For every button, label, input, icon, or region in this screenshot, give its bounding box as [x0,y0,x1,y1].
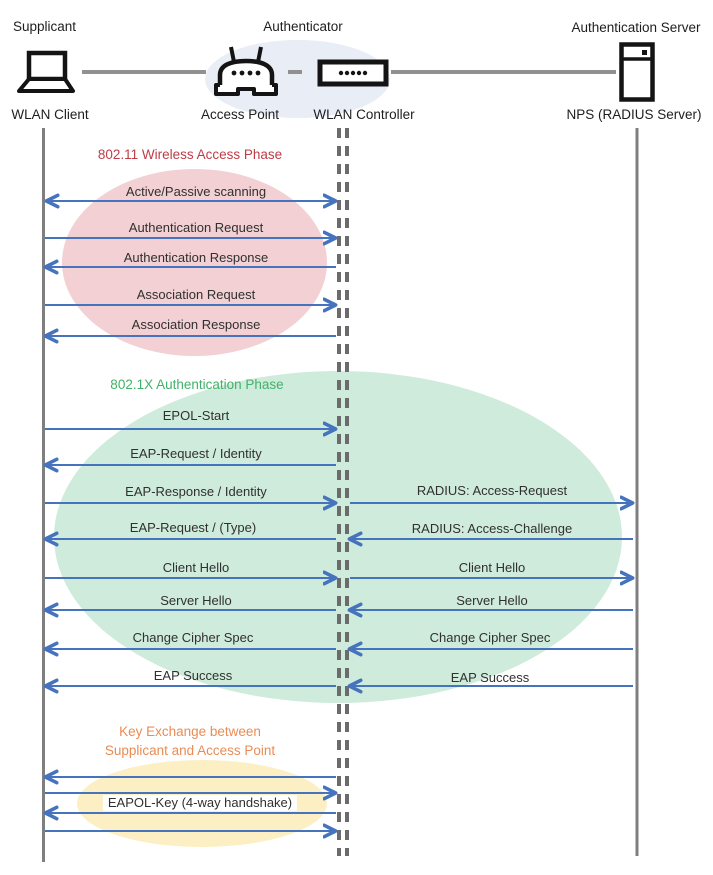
message-label-radius-access-request: RADIUS: Access-Request [416,483,568,498]
access-point-icon [211,45,281,97]
message-label-change-cipher-spec-left: Change Cipher Spec [132,630,254,645]
laptop-icon [12,50,78,96]
message-label-association-request: Association Request [136,287,256,302]
phase3-title-line1: Key Exchange between [119,724,261,739]
message-label-eap-success-left: EAP Success [153,668,233,683]
message-label-authentication-response: Authentication Response [123,250,269,265]
message-label-authentication-request: Authentication Request [128,220,264,235]
phase3-title-line2: Supplicant and Access Point [104,743,276,758]
message-label-client-hello-right: Client Hello [458,560,526,575]
phase1-title: 802.11 Wireless Access Phase [97,147,283,162]
message-label-client-hello-left: Client Hello [162,560,230,575]
message-label-eapol-key-4way-handshake: EAPOL-Key (4-way handshake) [103,795,297,811]
phase2-title: 802.1X Authentication Phase [110,377,284,392]
role-label-supplicant: Supplicant [13,19,77,34]
message-label-eap-success-right: EAP Success [450,670,530,685]
lifeline-wlan-controller [339,128,347,856]
message-label-epol-start: EPOL-Start [162,408,230,423]
device-label-nps-radius-server: NPS (RADIUS Server) [566,107,702,122]
message-label-eap-request-type: EAP-Request / (Type) [129,520,257,535]
message-label-active-passive-scanning: Active/Passive scanning [125,184,267,199]
message-label-eap-request-identity: EAP-Request / Identity [130,446,262,461]
device-label-wlan-client: WLAN Client [11,107,89,122]
server-icon [619,42,655,102]
message-label-server-hello-right: Server Hello [456,593,528,608]
device-label-access-point: Access Point [200,107,280,122]
message-label-association-response: Association Response [131,317,261,332]
role-label-authentication-server: Authentication Server [571,20,701,35]
role-label-authenticator: Authenticator [263,19,343,34]
message-label-radius-access-challenge: RADIUS: Access-Challenge [411,521,573,536]
message-label-eap-response-identity: EAP-Response / Identity [125,484,267,499]
wlan-controller-icon [317,59,389,87]
message-label-server-hello-left: Server Hello [160,593,232,608]
message-label-change-cipher-spec-right: Change Cipher Spec [429,630,551,645]
device-label-wlan-controller: WLAN Controller [313,107,415,122]
phase3-title [105,722,275,760]
